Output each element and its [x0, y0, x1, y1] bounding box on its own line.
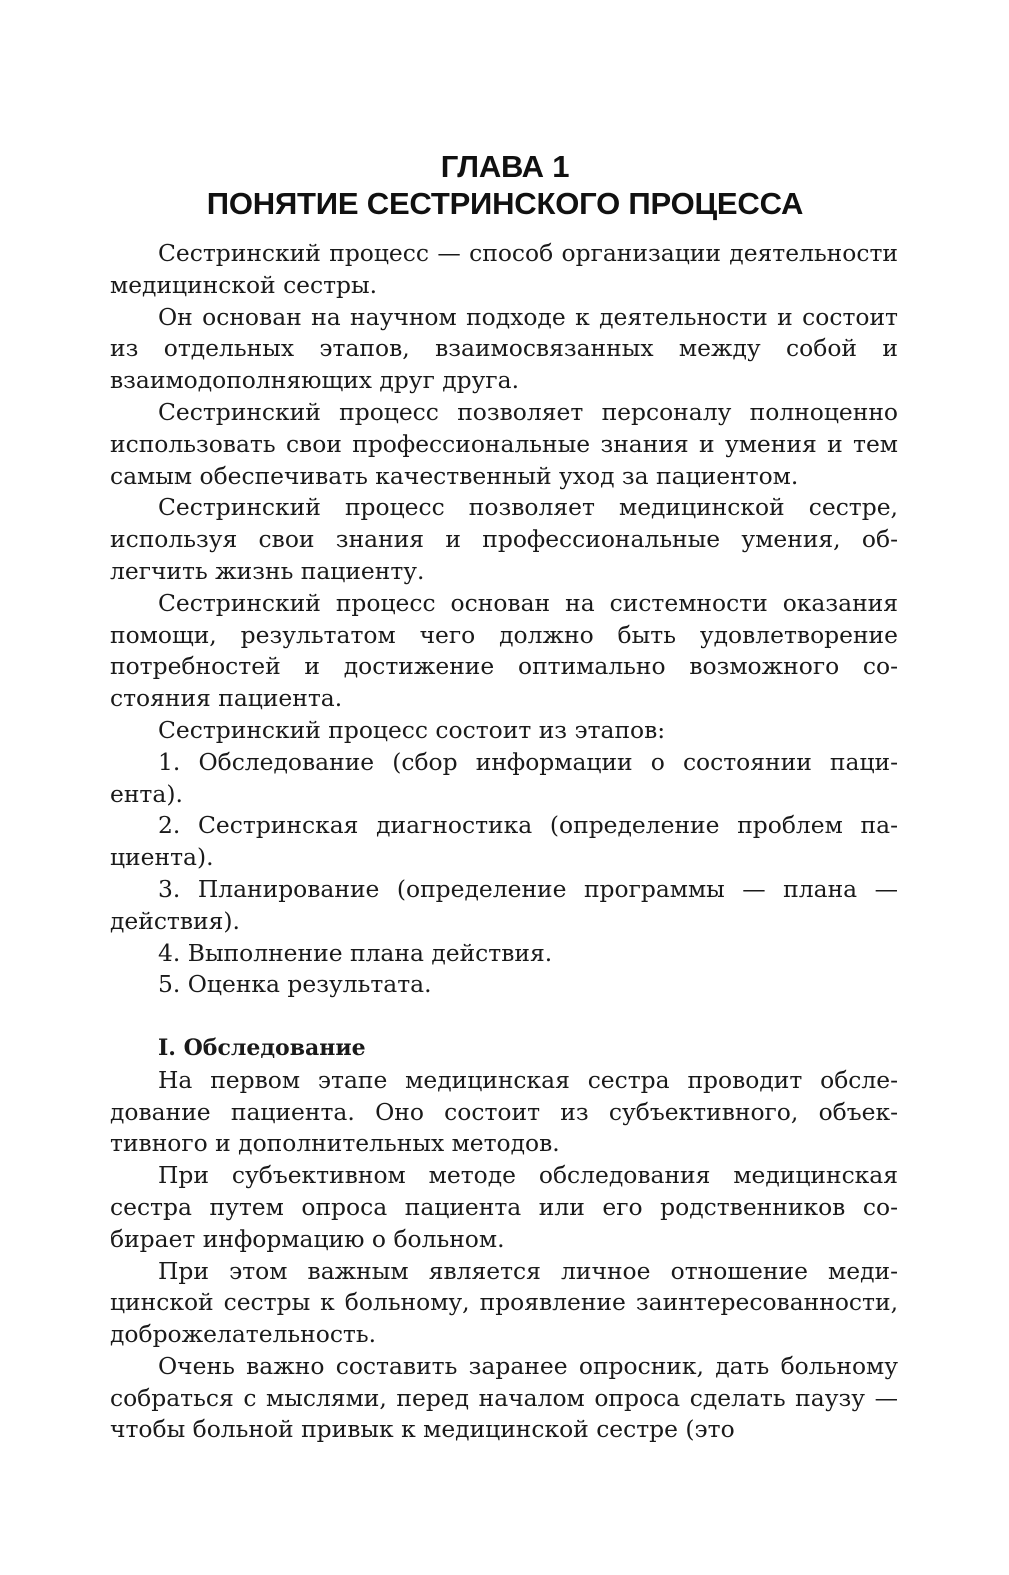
paragraph: На первом этапе медицинская сестра проводит обследование пациента. Оно состоит из субъективного, объективного и дополнительных методов. [110, 1065, 898, 1158]
paragraph: Он основан на научном подходе к деятельности и состоит из отдельных этапов, взаимосвязанных между собой и взаимодополняющих друг друга. [110, 302, 898, 395]
chapter-number: ГЛАВА 1 [440, 149, 570, 184]
chapter-title: ПОНЯТИЕ СЕСТРИНСКОГО ПРОЦЕССА [206, 186, 804, 221]
paragraph: Сестринский процесс состоит из этапов: [158, 715, 666, 744]
stage-item: 3. Планирование (определение программы — плана — действия). [110, 874, 898, 935]
stage-item: 5. Оценка результата. [158, 970, 432, 999]
paragraph: Сестринский процесс — способ организации деятельности медицинской сестры. [110, 239, 898, 299]
paragraph: При этом важным является личное отношение медицинской сестры к больному, проявление заинтересованности, доброжелательность. [110, 1256, 898, 1349]
chapter-heading [110, 148, 900, 222]
paragraph: Сестринский процесс позволяет персоналу полноценно использовать свои профессиональные знания и умения и тем самым обеспечивать качественный уход за пациентом. [110, 397, 898, 490]
section-spacer [110, 1001, 898, 1033]
paragraph: При субъективном методе обследования медицинская сестра путем опроса пациента или его родственников собирает информацию о больном. [110, 1161, 898, 1253]
paragraph: Сестринский процесс позволяет медицинской сестре, используя свои знания и профессиональные умения, облегчить жизнь пациенту. [110, 493, 898, 585]
section-heading: I. Обследование [158, 1034, 366, 1061]
paragraph: Сестринский процесс основан на системности оказания помощи, результатом чего должно быть удовлетворение потребностей и достижение оптимально возможного состояния пациента. [110, 588, 898, 713]
stage-item: 2. Сестринская диагностика (определение проблем пациента). [110, 811, 898, 872]
body-text [110, 238, 898, 1446]
paragraph: Очень важно составить заранее опросник, дать больному собраться с мыслями, перед началом опроса сделать паузу — чтобы больной привык к медицинской сестре (это [110, 1351, 898, 1444]
stage-item: 4. Выполнение плана действия. [158, 938, 553, 967]
stage-item: 1. Обследование (сбор информации о состоянии пациента). [110, 747, 898, 808]
